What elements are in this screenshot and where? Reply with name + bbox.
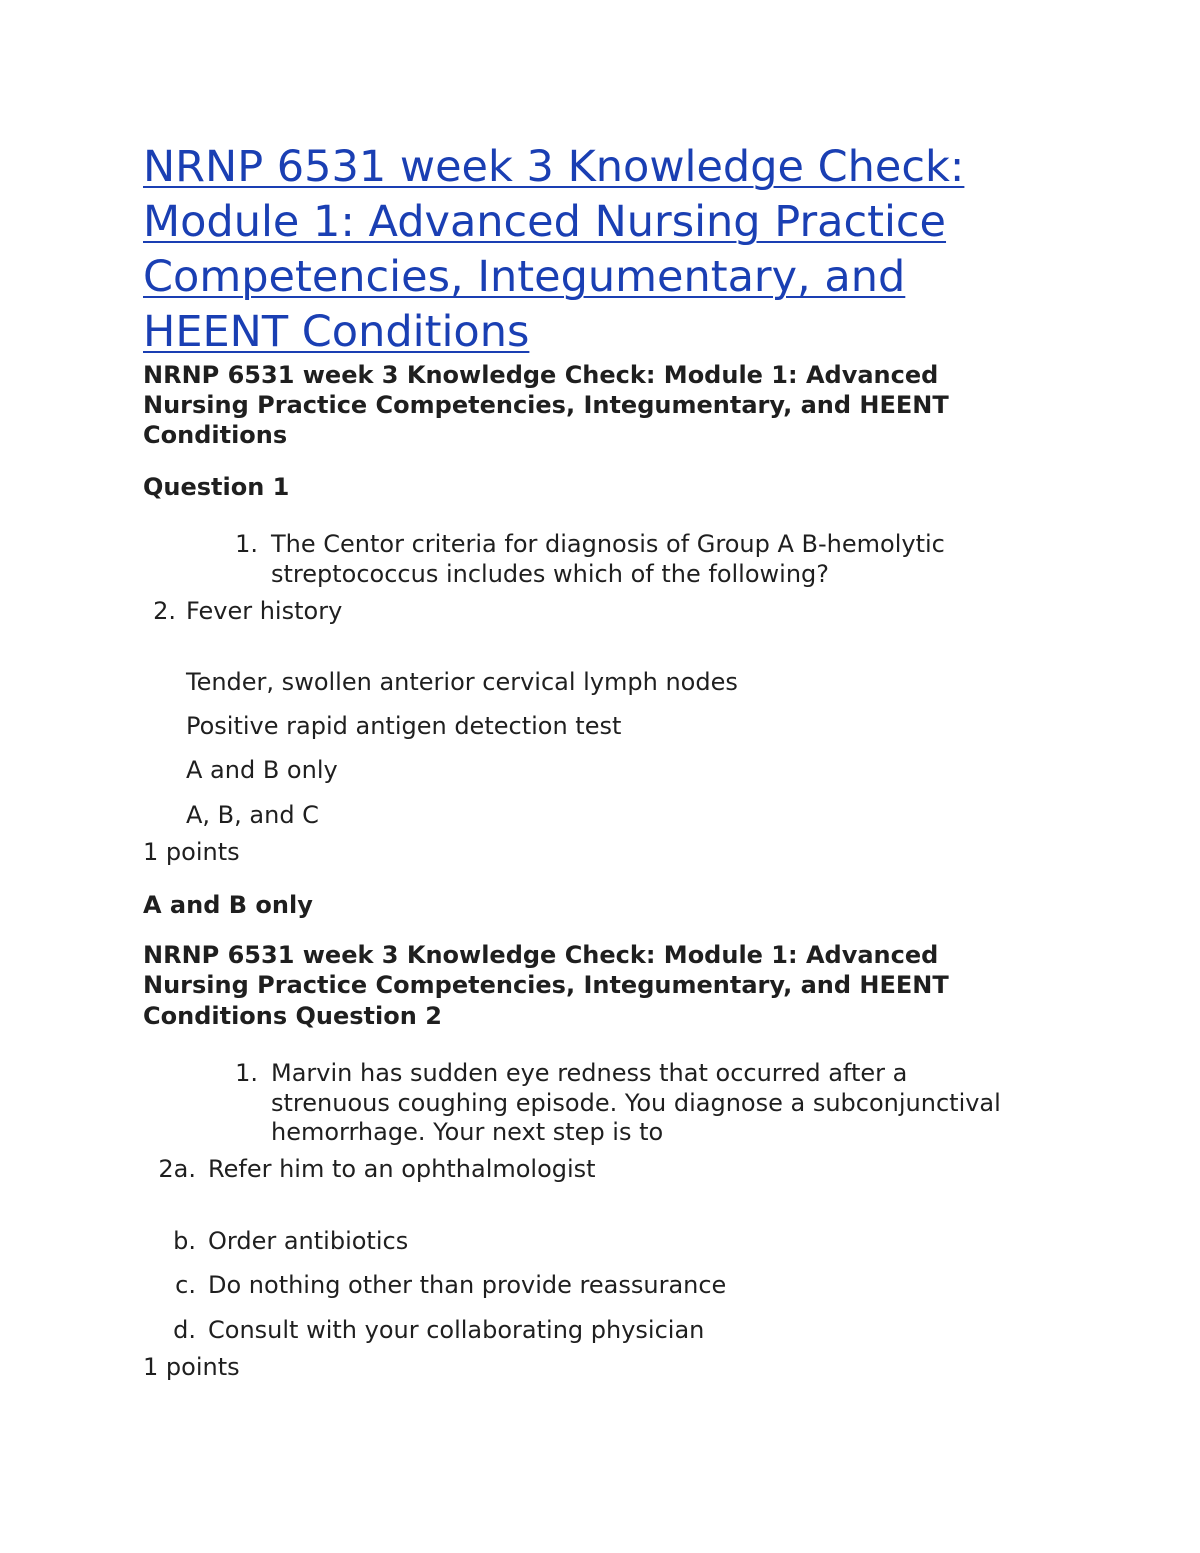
question-1-heading: Question 1 <box>143 473 290 501</box>
subtitle-line-1: NRNP 6531 week 3 Knowledge Check: Module 1: Advanced <box>143 361 939 389</box>
q2-points: 1 points <box>143 1353 240 1381</box>
q2-option-d-text: Consult with your collaborating physician <box>208 1316 705 1344</box>
q2-option-d-marker: d. <box>173 1316 196 1344</box>
q2-heading-line-2: Nursing Practice Competencies, Integumentary, and HEENT <box>143 971 949 999</box>
q2-heading-line-1: NRNP 6531 week 3 Knowledge Check: Module 1: Advanced <box>143 941 939 969</box>
q2-option-c-text: Do nothing other than provide reassurance <box>208 1271 727 1299</box>
q2-stem-line-3: hemorrhage. Your next step is to <box>271 1118 664 1146</box>
q1-stem-line-1: The Centor criteria for diagnosis of Group A B-hemolytic <box>271 530 945 558</box>
q2-option-b-text: Order antibiotics <box>208 1227 409 1255</box>
q1-option-e: A, B, and C <box>186 801 319 829</box>
q2-option-a-text: Refer him to an ophthalmologist <box>208 1155 596 1183</box>
q2-stem-line-1: Marvin has sudden eye redness that occurred after a <box>271 1059 908 1087</box>
q1-answer: A and B only <box>143 891 313 919</box>
q1-option-c: Positive rapid antigen detection test <box>186 712 622 740</box>
q2-heading-line-3: Conditions Question 2 <box>143 1002 442 1030</box>
q1-stem-line-2: streptococcus includes which of the following? <box>271 560 829 588</box>
q1-stem-number: 1. <box>235 530 258 558</box>
document-title-link[interactable]: NRNP 6531 week 3 Knowledge Check: Module 1: Advanced Nursing Practice Competencies, Integumentary, and HEENT Conditions <box>143 142 965 357</box>
q1-points: 1 points <box>143 838 240 866</box>
q2-option-a-marker: 2a. <box>158 1155 196 1183</box>
q1-option-d: A and B only <box>186 756 338 784</box>
subtitle-line-2: Nursing Practice Competencies, Integumentary, and HEENT <box>143 391 949 419</box>
q2-option-b-marker: b. <box>173 1227 196 1255</box>
q1-option-a: Fever history <box>186 597 343 625</box>
subtitle-line-3: Conditions <box>143 421 288 449</box>
q1-option-number: 2. <box>153 597 176 625</box>
q2-option-c-marker: c. <box>175 1271 196 1299</box>
q1-option-b: Tender, swollen anterior cervical lymph nodes <box>186 668 738 696</box>
q2-stem-number: 1. <box>235 1059 258 1087</box>
q2-stem-line-2: strenuous coughing episode. You diagnose a subconjunctival <box>271 1089 1001 1117</box>
